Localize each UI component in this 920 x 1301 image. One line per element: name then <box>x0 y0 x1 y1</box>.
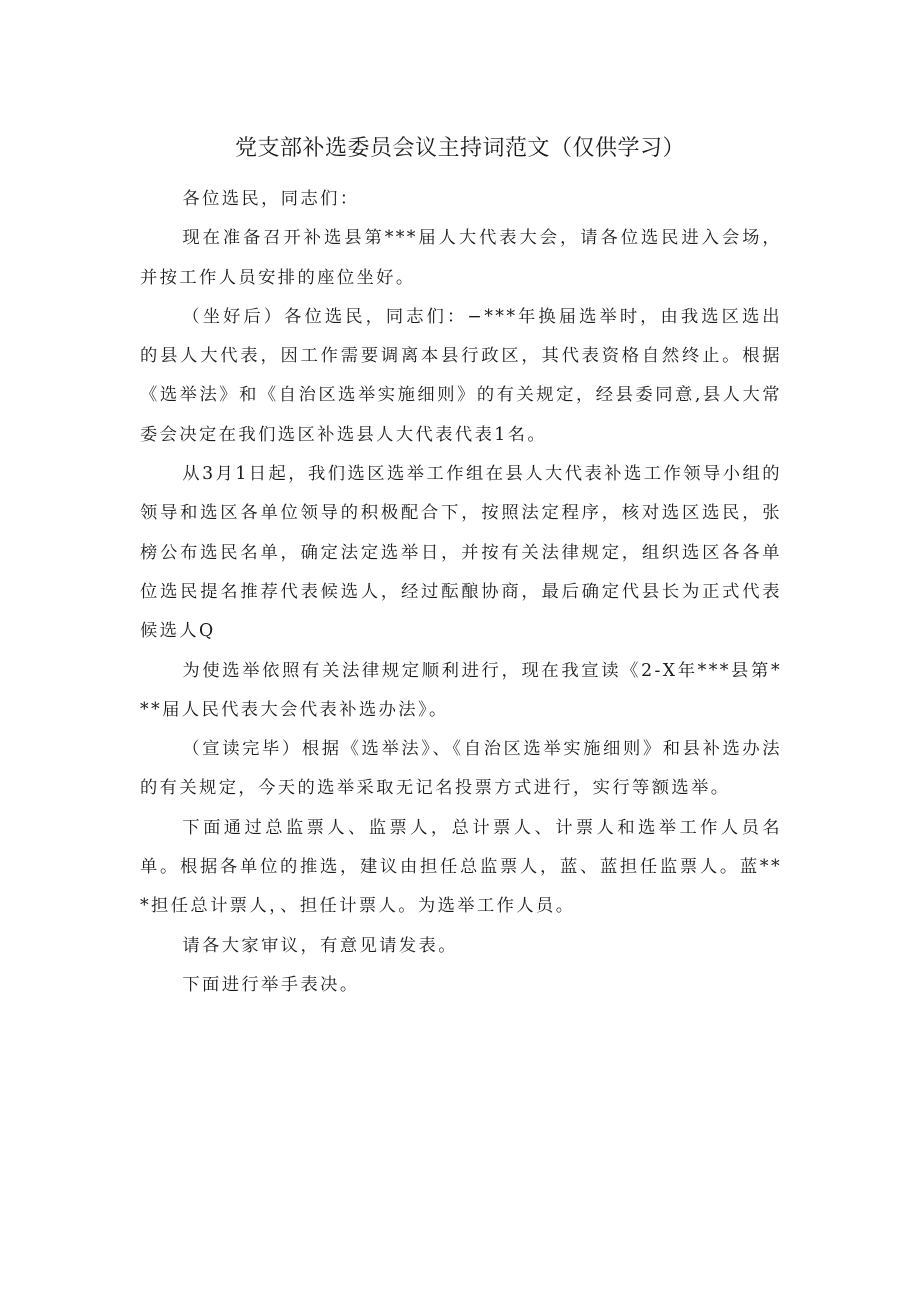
paragraph-background: （坐好后）各位选民，同志们：−***年换届选举时，由我选区选出的县人大代表，因工作需要调离本县行政区，其代表资格自然终止。根据《选举法》和《自治区选举实施细则》的有关规定，经县委同意,县人大常委会决定在我们选区补选县人大代表代表1名。 <box>140 306 782 445</box>
paragraph-vote: 下面进行举手表决。 <box>182 974 360 995</box>
paragraph-reading: 为使选举依照有关法律规定顺利进行，现在我宣读《2-X年***县第***届人民代表大会代表补选办法》。 <box>140 660 782 720</box>
paragraph-opening: 现在准备召开补选县第***届人大代表大会，请各位选民进入会场，并按工作人员安排的座位坐好。 <box>140 228 782 288</box>
paragraph-staff-list: 下面通过总监票人、监票人，总计票人、计票人和选举工作人员名单。根据各单位的推选，建议由担任总监票人，蓝、蓝担任监票人。蓝***担任总计票人，、担任计票人。为选举工作人员。 <box>140 817 782 917</box>
document-body <box>140 180 782 1005</box>
paragraph-preparation: 从3月1日起，我们选区选举工作组在县人大代表补选工作领导小组的领导和选区各单位领导的积极配合下，按照法定程序，核对选区选民，张榜公布选民名单，确定法定选举日，并按有关法律规定，组织选区各各单位选民提名推荐代表候选人，经过酝酿协商，最后确定代县长为正式代表候选人Q <box>140 464 782 642</box>
paragraph-voting-method: （宣读完毕）根据《选举法》、《自治区选举实施细则》和县补选办法的有关规定，今天的选举采取无记名投票方式进行，实行等额选举。 <box>140 739 782 799</box>
paragraph-review: 请各大家审议，有意见请发表。 <box>182 935 458 956</box>
document-title: 党支部补选委员会议主持词范文（仅供学习） <box>234 136 685 161</box>
paragraph-salutation: 各位选民，同志们： <box>182 189 360 209</box>
